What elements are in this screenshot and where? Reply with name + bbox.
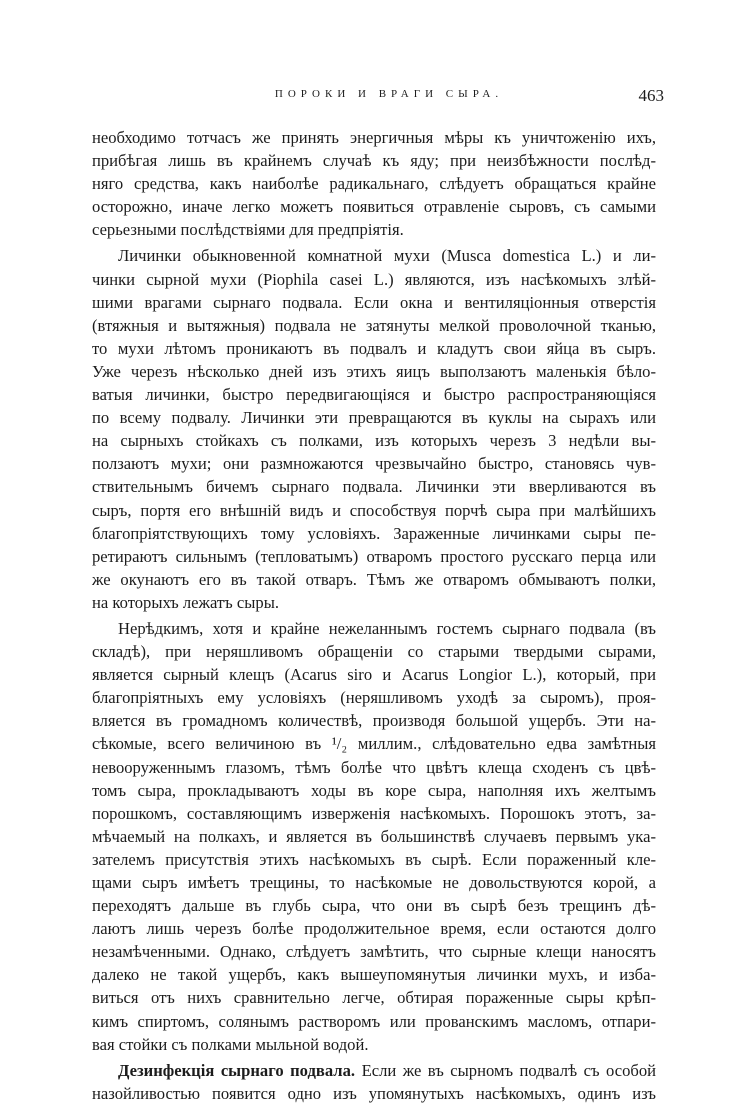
text-line: переходятъ дальше въ глубь сыра, что они въ сырѣ безъ трещинъ дѣ- (92, 896, 656, 916)
text-line: няго средства, какъ наиболѣе радикальнаго, слѣдуетъ обращаться крайне (92, 174, 656, 194)
text-line: кимъ спиртомъ, солянымъ растворомъ или прованскимъ масломъ, отпари- (92, 1011, 656, 1031)
text-line: Нерѣдкимъ, хотя и крайне нежеланнымъ гостемъ сырнаго подвала (въ (118, 618, 656, 638)
text-line: складѣ), при неряшливомъ обращеніи со старыми твердыми сырами, (92, 642, 656, 662)
text-line: прибѣгая лишь въ крайнемъ случаѣ къ яду; при неизбѣжности послѣд- (92, 151, 656, 171)
text-line: вая стойки съ полками мыльной водой. (92, 1034, 369, 1054)
paragraph (92, 126, 656, 241)
text-line: порошкомъ, составляющимъ изверженія насѣкомыхъ. Порошокъ этотъ, за- (92, 803, 656, 823)
text-line: вляется въ громадномъ количествѣ, производя большой ущербъ. Эти на- (92, 711, 656, 731)
paragraph (92, 617, 656, 1056)
text-line: невооруженнымъ глазомъ, тѣмъ болѣе что цвѣтъ клеща сходенъ съ цвѣ- (92, 757, 656, 777)
paragraph (92, 244, 656, 614)
text-line: на сырныхъ стойкахъ съ полками, изъ которыхъ черезъ 3 недѣли вы- (92, 431, 656, 451)
page-number: 463 (638, 86, 664, 105)
text-line: зателемъ присутствія этихъ насѣкомыхъ въ сырѣ. Если пораженный кле- (92, 849, 656, 869)
text-block (92, 126, 656, 1105)
text-line: Личинки обыкновенной комнатной мухи (Musca domestica L.) и ли- (118, 246, 656, 266)
text-line: сѣкомые, всего величиною въ ¹/₂ миллим., слѣдовательно едва замѣтныя (92, 734, 656, 754)
text-line: томъ сыра, прокладываютъ ходы въ коре сыра, наполняя ихъ желтымъ (92, 780, 656, 800)
text-line: щами сыръ имѣетъ трещины, то насѣкомые не довольствуются корой, а (92, 873, 656, 892)
text-line: незамѣченными. Однако, слѣдуетъ замѣтить, что сырные клещи наносятъ (92, 942, 656, 962)
text-line: осторожно, иначе легко можетъ появиться отравленіе сыровъ, съ самыми (92, 197, 656, 217)
paragraph (92, 1059, 656, 1105)
text-line: ватыя личинки, быстро передвигающіяся и быстро распространяющіяся (92, 385, 656, 405)
text-line: лаютъ лишь черезъ болѣе продолжительное время, если остаются долго (92, 919, 656, 939)
text-line: благопріятныхъ ему условіяхъ (неряшливомъ уходѣ за сыромъ), проя- (92, 688, 656, 708)
text-line: чинки сырной мухи (Piophila casei L.) являются, изъ насѣкомыхъ злѣй- (92, 269, 656, 289)
text-line: ретираютъ сильнымъ (тепловатымъ) отваромъ простого русскаго перца или (92, 546, 656, 566)
text-line: ползаютъ мухи; они размножаются чрезвычайно быстро, становясь чув- (92, 454, 656, 474)
text-line: далеко не такой ущербъ, какъ вышеупомянутыя личинки мухъ, и избa- (92, 965, 656, 985)
text-line: шими врагами сырнаго подвала. Если окна и вентиляціонныя отверстія (92, 292, 656, 312)
text-line: по всему подвалу. Личинки эти превращаются въ куклы на сырахъ или (92, 408, 656, 428)
section-heading: Дезинфекція сырнаго подвала. (118, 1060, 356, 1080)
text-line: назойливостью появится одно изъ упомянутыхъ насѣкомыхъ, одинъ изъ (92, 1083, 656, 1103)
text-line: (втяжныя и вытяжныя) подвала не затянуты мелкой проволочной тканью, (92, 315, 656, 335)
text-line: то мухи лѣтомъ проникаютъ въ подвалъ и кладутъ свои яйца въ сыръ. (92, 338, 656, 358)
text-line: является сырный клещъ (Acarus siro и Acarus Longior L.), который, при (92, 665, 656, 685)
text-run: Если же въ сырномъ подвалѣ съ особой (361, 1060, 656, 1080)
text-line (92, 1059, 656, 1082)
text-line: необходимо тотчасъ же принять энергичныя мѣры къ уничтоженію ихъ, (92, 128, 656, 147)
running-title: ПОРОКИ И ВРАГИ СЫРА. (274, 88, 504, 100)
text-line: серьезными послѣдствіями для предпріятія. (92, 220, 404, 240)
text-line: же окунаютъ его въ такой отваръ. Тѣмъ же отваромъ обмываютъ полки, (92, 569, 656, 589)
text-line: ствительнымъ бичемъ сырнаго подвала. Личинки эти вверливаются въ (92, 477, 656, 497)
text-line: виться отъ нихъ сравнительно легче, обтирая пораженные сыры крѣп- (92, 988, 656, 1008)
text-line: Уже черезъ нѣсколько дней изъ этихъ яицъ выползаютъ маленькія бѣло- (92, 361, 656, 381)
text-line: благопріятствующихъ тому условіяхъ. Зараженные личинками сыры пе- (92, 523, 656, 543)
text-line: мѣчаемый на полкахъ, и является въ большинствѣ случаевъ первымъ ука- (92, 826, 656, 846)
text-line: сыръ, портя его внѣшній видъ и способствуя порчѣ сыра при малѣйшихъ (92, 500, 656, 520)
text-line: на которыхъ лежатъ сыры. (92, 592, 279, 612)
